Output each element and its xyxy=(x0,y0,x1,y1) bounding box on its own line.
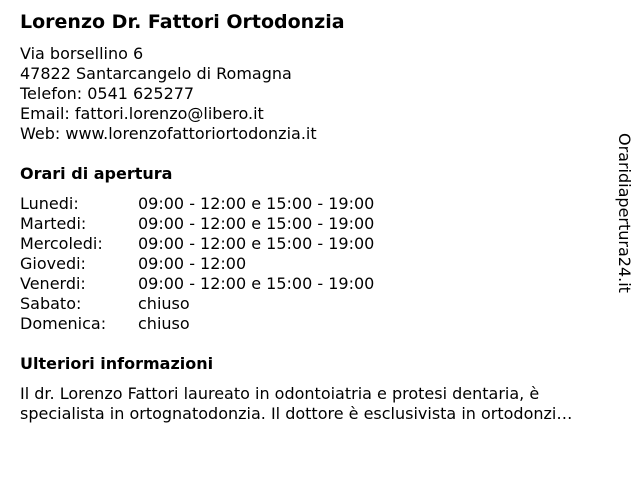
time-value: 09:00 - 12:00 e 15:00 - 19:00 xyxy=(138,234,375,253)
time-value: chiuso xyxy=(138,314,190,333)
day-label: Sabato: xyxy=(20,294,82,313)
day-label: Venerdi: xyxy=(20,274,86,293)
street-address: Via borsellino 6 xyxy=(20,44,144,63)
website-address: Web: www.lorenzofattoriortodonzia.it xyxy=(20,124,317,143)
business-title: Lorenzo Dr. Fattori Ortodonzia xyxy=(20,11,345,33)
site-watermark-label: Oraridiapertura24.it xyxy=(615,133,634,293)
info-line: specialista in ortognatodonzia. Il dottore è esclusivista in ortodonzi… xyxy=(20,404,573,423)
time-value: 09:00 - 12:00 xyxy=(138,254,247,273)
opening-hours-heading: Orari di apertura xyxy=(20,164,173,183)
further-info-text xyxy=(20,384,626,424)
time-value: 09:00 - 12:00 e 15:00 - 19:00 xyxy=(138,274,375,293)
day-label: Mercoledi: xyxy=(20,234,103,253)
info-line: Il dr. Lorenzo Fattori laureato in odontoiatria e protesi dentaria, è xyxy=(20,384,540,403)
day-label: Domenica: xyxy=(20,314,107,333)
time-value: 09:00 - 12:00 e 15:00 - 19:00 xyxy=(138,214,375,233)
city-address: 47822 Santarcangelo di Romagna xyxy=(20,64,292,83)
day-label: Giovedi: xyxy=(20,254,86,273)
address-block xyxy=(20,44,317,144)
further-info-heading: Ulteriori informazioni xyxy=(20,354,214,373)
time-value: chiuso xyxy=(138,294,190,313)
day-label: Lunedi: xyxy=(20,194,79,213)
time-value: 09:00 - 12:00 e 15:00 - 19:00 xyxy=(138,194,375,213)
phone-number: Telefon: 0541 625277 xyxy=(20,84,195,103)
day-label: Martedi: xyxy=(20,214,87,233)
email-address: Email: fattori.lorenzo@libero.it xyxy=(20,104,264,123)
